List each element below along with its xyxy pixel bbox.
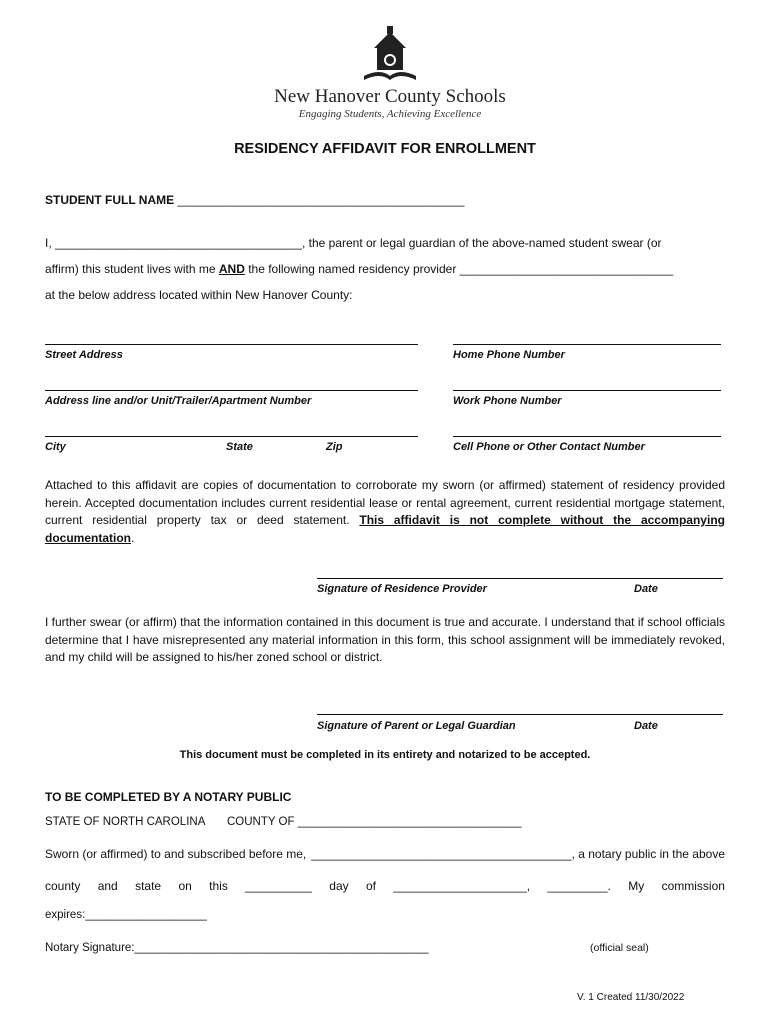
- provider-name-blank[interactable]: ________________________________: [459, 262, 674, 276]
- notary-date-row: [45, 879, 725, 893]
- cell-phone-label: Cell Phone or Other Contact Number: [453, 441, 645, 453]
- affirm-text: affirm) this student lives with me: [45, 262, 216, 276]
- documentation-paragraph: [45, 477, 725, 547]
- form-title: RESIDENCY AFFIDAVIT FOR ENROLLMENT: [234, 141, 536, 157]
- provider-text: the following named residency provider: [248, 262, 457, 276]
- word-of: of: [365, 879, 376, 893]
- word-commission: commission: [661, 879, 725, 893]
- student-name-label: STUDENT FULL NAME: [45, 193, 175, 207]
- guardian-line-1: [45, 236, 725, 250]
- documentation-required-emphasis: This affidavit is not complete without the accompanying documentation: [45, 513, 725, 545]
- work-phone-field[interactable]: [453, 390, 721, 391]
- sworn-text: Sworn (or affirmed) to and subscribed before me,: [45, 847, 307, 861]
- guardian-signature-label: Signature of Parent or Legal Guardian: [317, 720, 516, 732]
- zip-label: Zip: [326, 441, 343, 453]
- word-state: state: [135, 879, 162, 893]
- year-blank[interactable]: _________.: [547, 879, 611, 893]
- commission-expires-field[interactable]: expires:___________________: [45, 909, 207, 921]
- notary-state: STATE OF NORTH CAROLINA: [45, 816, 206, 828]
- notary-signature-field[interactable]: Notary Signature:______________________________________________: [45, 942, 429, 954]
- street-address-field[interactable]: [45, 344, 418, 345]
- state-label: State: [226, 441, 253, 453]
- and-emphasis: AND: [218, 262, 245, 276]
- city-label: City: [45, 441, 66, 453]
- city-state-zip-field[interactable]: [45, 436, 418, 437]
- guardian-name-blank[interactable]: _____________________________________: [55, 236, 302, 250]
- student-name-blank[interactable]: ___________________________________________: [177, 193, 465, 207]
- day-blank[interactable]: __________: [245, 879, 312, 893]
- misrepresentation-paragraph: I further swear (or affirm) that the information contained in this document is true and accurate. I understand that if school officials determine that I have misrepresented any material information in this form, this school assignment will be immediately revoked, and my child will be assigned to his/her zoned school or district.: [45, 615, 725, 664]
- notary-public-text: , a notary public in the above: [571, 847, 725, 861]
- guardian-prefix: I,: [45, 236, 52, 250]
- word-county: county: [45, 879, 81, 893]
- notary-county-row: [227, 816, 522, 828]
- cell-phone-field[interactable]: [453, 436, 721, 437]
- county-label: COUNTY OF: [227, 816, 295, 828]
- notary-sworn-row: [45, 847, 725, 861]
- provider-signature-field[interactable]: [317, 578, 723, 579]
- address-line-field[interactable]: [45, 390, 418, 391]
- documentation-period: .: [131, 530, 135, 545]
- notary-heading: TO BE COMPLETED BY A NOTARY PUBLIC: [45, 790, 292, 804]
- home-phone-field[interactable]: [453, 344, 721, 345]
- word-this: this: [209, 879, 228, 893]
- provider-signature-label: Signature of Residence Provider: [317, 583, 487, 595]
- work-phone-label: Work Phone Number: [453, 395, 562, 407]
- district-logo: [270, 26, 510, 122]
- notarization-notice: This document must be completed in its entirety and notarized to be accepted.: [179, 749, 591, 761]
- address-line-label: Address line and/or Unit/Trailer/Apartment Number: [45, 395, 312, 407]
- home-phone-label: Home Phone Number: [453, 349, 565, 361]
- provider-date-label: Date: [634, 583, 658, 595]
- guardian-line-2: [45, 262, 673, 276]
- guardian-statement: , the parent or legal guardian of the above-named student swear (or: [301, 236, 662, 250]
- guardian-date-label: Date: [634, 720, 658, 732]
- student-name-row[interactable]: [45, 193, 464, 207]
- month-blank[interactable]: ____________________,: [393, 879, 531, 893]
- schoolhouse-logo-icon: [360, 26, 420, 86]
- guardian-signature-field[interactable]: [317, 714, 723, 715]
- county-blank[interactable]: ___________________________________: [297, 816, 522, 828]
- word-on: on: [178, 879, 192, 893]
- district-tagline: Engaging Students, Achieving Excellence: [298, 108, 482, 120]
- word-day: day: [329, 879, 349, 893]
- documentation-text: Attached to this affidavit are copies of documentation to corroborate my sworn (or affirmed) statement of residency provided herein. Accepted documentation includes current residential lease or rental agreement, current residential mortgage statement, current residential property tax or deed statement.: [45, 478, 725, 527]
- district-name: New Hanover County Schools: [274, 86, 506, 107]
- street-address-label: Street Address: [45, 349, 123, 361]
- guardian-line-3: at the below address located within New Hanover County:: [45, 288, 353, 302]
- official-seal-label: (official seal): [590, 942, 649, 954]
- version-footer: V. 1 Created 11/30/2022: [577, 992, 685, 1003]
- notary-name-blank[interactable]: _______________________________________: [311, 847, 572, 861]
- word-my: My: [628, 879, 645, 893]
- word-and: and: [97, 879, 118, 893]
